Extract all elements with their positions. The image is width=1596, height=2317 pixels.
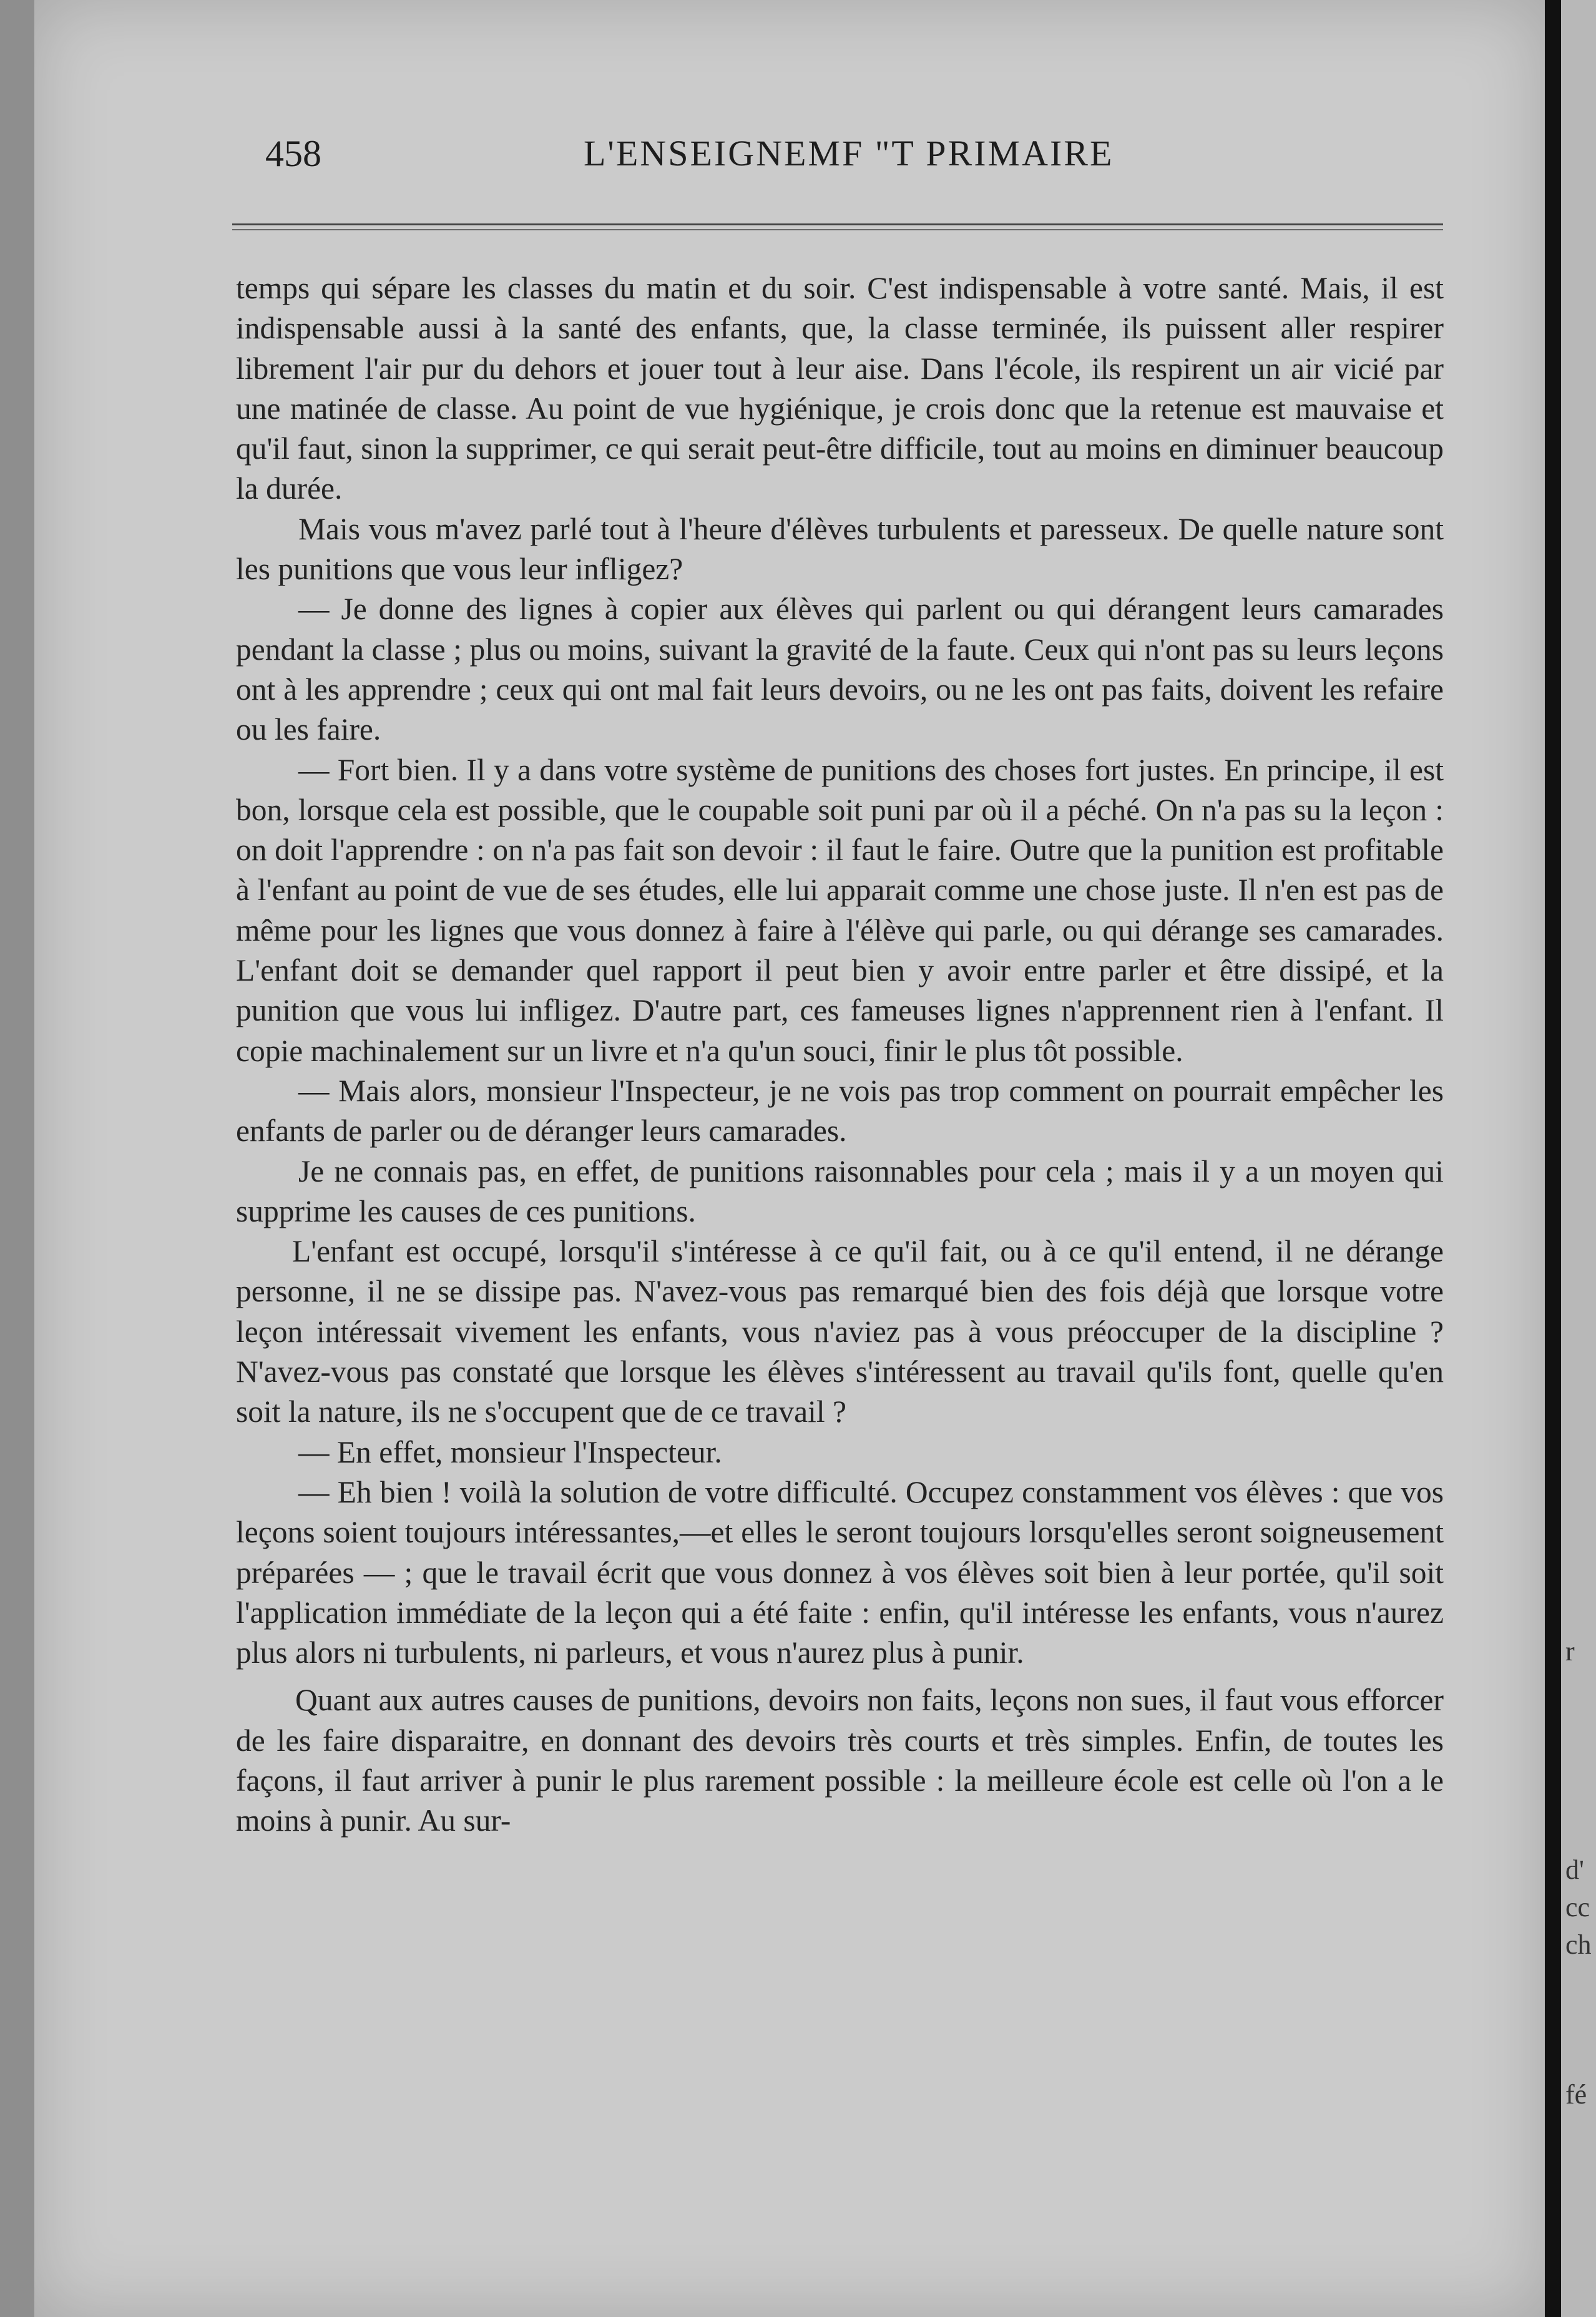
header-rule <box>232 223 1443 230</box>
page-header <box>265 132 1489 182</box>
edge-fragment: r <box>1565 1636 1575 1667</box>
paragraph: L'enfant est occupé, lorsqu'il s'intéresse à ce qu'il fait, ou à ce qu'il entend, il ne dérange personne, il ne se dissipe pas. N'avez-vous pas remarqué bien des fois déjà que lorsque votre leçon intéressait vivement les enfants, vous n'aviez pas à vous préoccuper de la discipline ? N'avez-vous pas constaté que lorsque les élèves s'intéressent au travail qu'ils font, quelle qu'en soit la nature, ils ne s'occupent que de ce travail ? <box>236 1234 1444 1429</box>
paragraph: — Eh bien ! voilà la solution de votre difficulté. Occupez constamment vos élèves : que vos leçons soient toujours intéressantes,—et elles le seront toujours lorsqu'elles seront soigneusement préparées — ; que le travail écrit que vous donnez à vos élèves soit bien à leur portée, qu'il soit l'application immédiate de la leçon qui a été faite : enfin, qu'il intéresse les enfants, vous n'aurez plus alors ni turbulents, ni parleurs, et vous n'aurez plus à punir. <box>236 1474 1444 1670</box>
running-title: L'ENSEIGNEMF "T PRIMAIRE <box>584 133 1114 174</box>
edge-fragment: ch <box>1565 1929 1592 1960</box>
edge-fragment: fé <box>1565 2079 1587 2110</box>
paragraph: temps qui sépare les classes du matin et du soir. C'est indispensable à votre santé. Mais, il est indispensable aussi à la santé des enfants, que, la classe terminée, ils puissent aller respirer librement l'air pur du dehors et jouer tout à leur aise. Dans l'école, ils respirent un air vicié par une matinée de classe. Au point de vue hygiénique, je crois donc que la retenue est mauvaise et qu'il faut, sinon la supprimer, ce qui serait peut-être difficile, tout au moins en diminuer beaucoup la durée. <box>236 271 1444 506</box>
paragraph: — Je donne des lignes à copier aux élèves qui parlent ou qui dérangent leurs camarades pendant la classe ; plus ou moins, suivant la gravité de la faute. Ceux qui n'ont pas su leurs leçons ont à les apprendre ; ceux qui ont mal fait leurs devoirs, ou ne les ont pas faits, doivent les refaire ou les faire. <box>236 592 1444 747</box>
paragraph: — Fort bien. Il y a dans votre système de punitions des choses fort justes. En principe, il est bon, lorsque cela est possible, que le coupable soit puni par où il a péché. On n'a pas su la leçon : on doit l'apprendre : on n'a pas fait son devoir : il faut le faire. Outre que la punition est profitable à l'enfant au point de vue de ses études, elle lui apparait comme une chose juste. Il n'en est pas de même pour les lignes que vous donnez à faire à l'élève qui parle, ou qui dérange ses camarades. L'enfant doit se demander quel rapport il peut bien y avoir entre parler et être dissipé, et la punition que vous lui infligez. D'autre part, ces fameuses lignes n'apprennent rien à l'enfant. Il copie machinalement sur un livre et n'a qu'un souci, finir le plus tôt possible. <box>236 752 1444 1068</box>
page-number: 458 <box>265 133 321 174</box>
paragraph: — Mais alors, monsieur l'Inspecteur, je ne vois pas trop comment on pourrait empêcher les enfants de parler ou de déranger leurs camarades. <box>236 1073 1444 1149</box>
paragraph: Mais vous m'avez parlé tout à l'heure d'élèves turbulents et paresseux. De quelle nature sont les punitions que vous leur infligez? <box>236 511 1444 587</box>
book-gutter <box>1545 0 1561 2317</box>
paragraph: Quant aux autres causes de punitions, devoirs non faits, leçons non sues, il faut vous efforcer de les faire disparaitre, en donnant des devoirs très courts et très simples. Enfin, de toutes les façons, il faut arriver à punir le plus rarement possible : la meilleure école est celle où l'on a le moins à punir. Au sur- <box>236 1683 1444 1838</box>
body-text <box>236 268 1444 1841</box>
edge-fragment: cc <box>1565 1892 1590 1923</box>
paragraph: Je ne connais pas, en effet, de punitions raisonnables pour cela ; mais il y a un moyen qui supprime les causes de ces punitions. <box>236 1154 1444 1228</box>
adjacent-page-edge <box>1561 0 1596 2317</box>
edge-fragment: d' <box>1565 1854 1584 1885</box>
paragraph: — En effet, monsieur l'Inspecteur. <box>298 1434 722 1469</box>
